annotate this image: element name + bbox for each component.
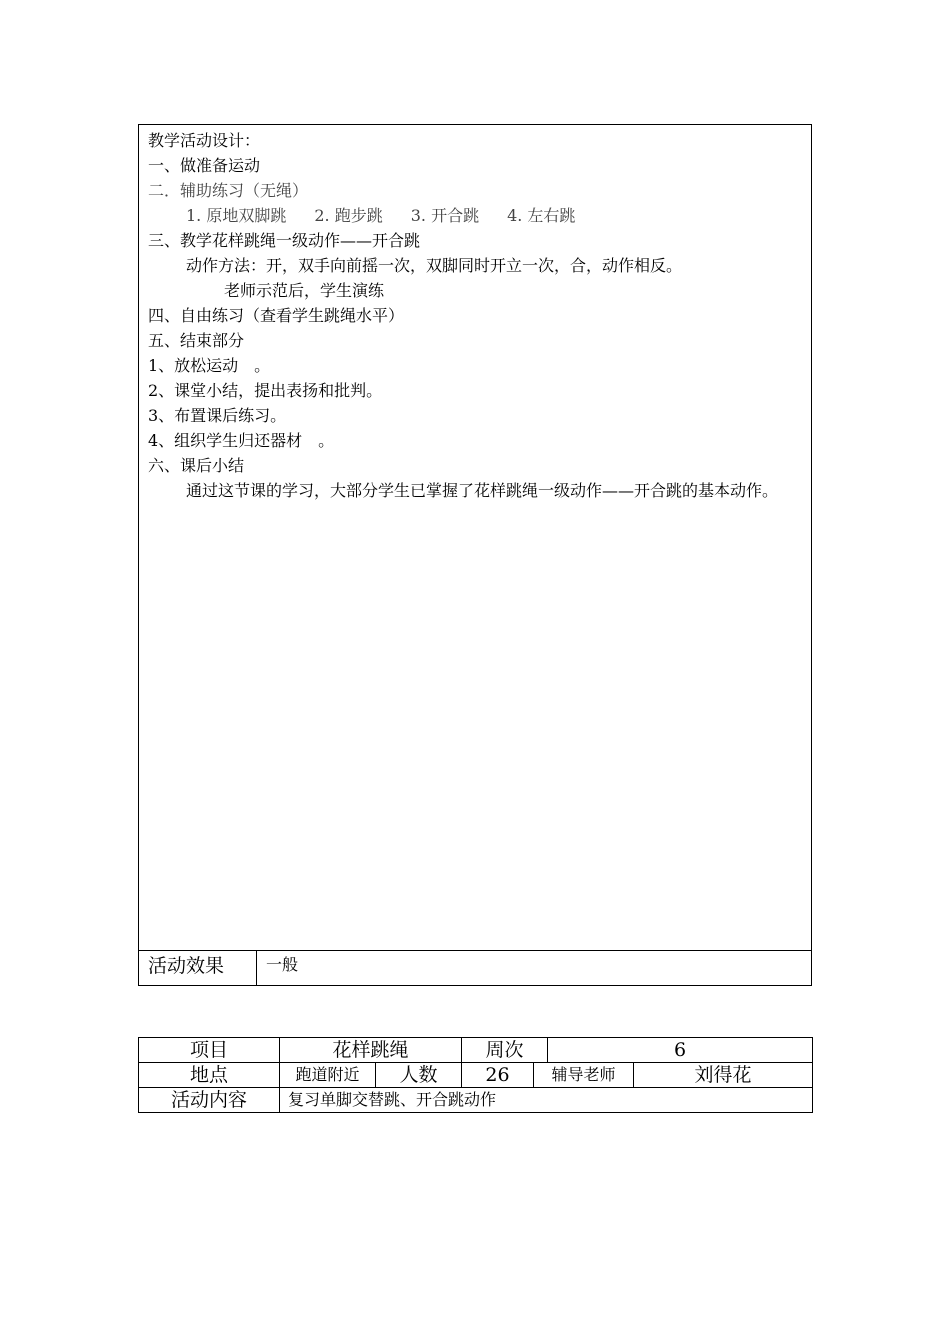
list-item: 4. 左右跳 (507, 206, 576, 225)
content-label: 活动内容 (139, 1088, 280, 1113)
list-item: 4、组织学生归还器材 。 (148, 431, 335, 450)
teacher-label: 辅导老师 (534, 1063, 634, 1088)
content-value: 复习单脚交替跳、开合跳动作 (280, 1088, 813, 1113)
section-warmup: 一、做准备运动 (148, 156, 261, 175)
table-row (139, 1038, 813, 1063)
section-teaching: 三、教学花样跳绳一级动作——开合跳 (148, 231, 421, 250)
list-item: 3. 开合跳 (410, 206, 480, 225)
list-item: 2. 跑步跳 (314, 206, 383, 225)
project-value: 花样跳绳 (280, 1038, 462, 1063)
activity-design-cell (139, 125, 811, 951)
list-item: 3、布置课后练习。 (148, 406, 287, 425)
section-aux-practice: 二．辅助练习（无绳） (148, 181, 309, 200)
count-value: 26 (462, 1063, 534, 1088)
project-label: 项目 (139, 1038, 280, 1063)
activity-effect-row (139, 951, 811, 985)
effect-value: 一般 (266, 955, 299, 974)
week-value: 6 (548, 1038, 813, 1063)
section-ending: 五、结束部分 (148, 331, 245, 350)
teaching-method: 动作方法：开，双手向前摇一次，双脚同时开立一次，合，动作相反。 (186, 256, 683, 275)
teaching-demo: 老师示范后，学生演练 (224, 281, 385, 300)
table-row (139, 1063, 813, 1088)
section-free-practice: 四、自由练习（查看学生跳绳水平） (148, 306, 405, 325)
week-label: 周次 (462, 1038, 548, 1063)
section-summary: 六、课后小结 (148, 456, 245, 475)
activity-info-table (138, 1037, 813, 1113)
count-label: 人数 (376, 1063, 462, 1088)
table-row (139, 1088, 813, 1113)
aux-practice-list (148, 203, 811, 228)
design-heading: 教学活动设计： (148, 131, 261, 150)
list-item: 1、放松运动 。 (148, 356, 271, 375)
location-label: 地点 (139, 1063, 280, 1088)
location-value: 跑道附近 (280, 1063, 376, 1088)
list-item: 2、课堂小结，提出表扬和批判。 (148, 381, 383, 400)
effect-label: 活动效果 (139, 951, 257, 985)
list-item: 1. 原地双脚跳 (186, 206, 287, 225)
activity-design-table (138, 124, 812, 986)
summary-text: 通过这节课的学习，大部分学生已掌握了花样跳绳一级动作——开合跳的基本动作。 (186, 481, 779, 500)
teacher-value: 刘得花 (634, 1063, 813, 1088)
